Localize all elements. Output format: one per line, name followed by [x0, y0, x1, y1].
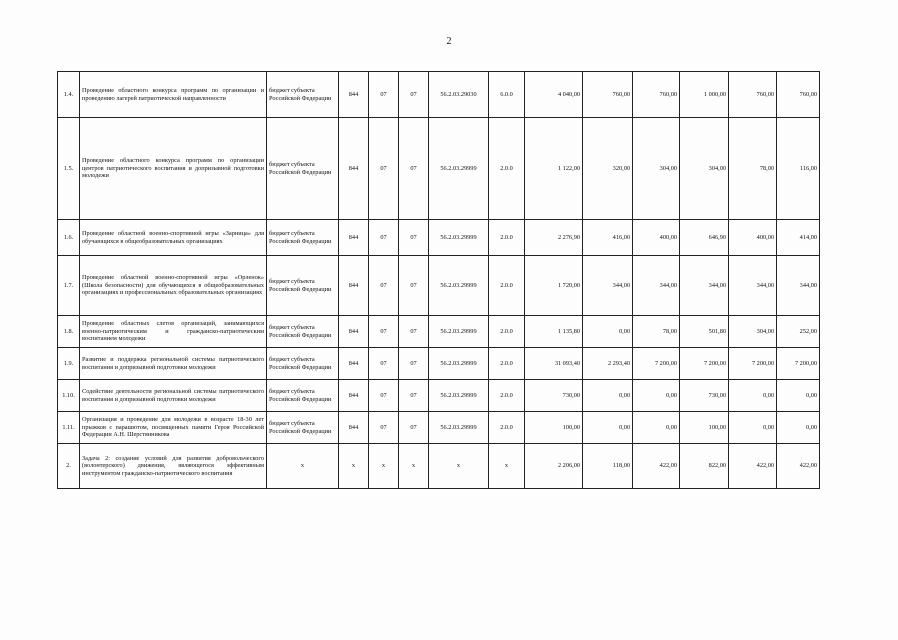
- amount-value: 304,00: [633, 118, 680, 220]
- budget-code: 56.2.03.29999: [429, 412, 489, 444]
- row-number: 1.11.: [58, 412, 80, 444]
- amount-value: 1 135,80: [525, 316, 583, 348]
- budget-code: 56.2.03.29999: [429, 256, 489, 316]
- row-number: 1.10.: [58, 380, 80, 412]
- amount-value: 7 200,00: [680, 348, 729, 380]
- measure-name: Содействие деятельности региональной системы патриотического воспитания и допризывной подготовки молодежи: [80, 380, 267, 412]
- amount-value: 730,00: [525, 380, 583, 412]
- amount-value: 0,00: [633, 412, 680, 444]
- budget-code: 844: [339, 220, 369, 256]
- amount-value: 2 276,90: [525, 220, 583, 256]
- row-number: 1.8.: [58, 316, 80, 348]
- budget-code: х: [399, 444, 429, 489]
- budget-code: 07: [399, 256, 429, 316]
- row-number: 1.9.: [58, 348, 80, 380]
- amount-value: 0,00: [583, 380, 633, 412]
- budget-code: 56.2.03.29999: [429, 348, 489, 380]
- amount-value: 344,00: [729, 256, 777, 316]
- measure-name: Организация и проведение для молодежи в возрасте 18-30 лет прыжков с парашютом, посвященных памяти Героя Российской Федерации А.Н. Шерстянникова: [80, 412, 267, 444]
- amount-value: 760,00: [777, 72, 820, 118]
- amount-value: 501,80: [680, 316, 729, 348]
- amount-value: 822,00: [680, 444, 729, 489]
- budget-code: 2.0.0: [489, 380, 525, 412]
- amount-value: 1 122,00: [525, 118, 583, 220]
- amount-value: 730,00: [680, 380, 729, 412]
- budget-code: 844: [339, 72, 369, 118]
- amount-value: 118,00: [583, 444, 633, 489]
- amount-value: 1 720,00: [525, 256, 583, 316]
- table-row: [58, 72, 820, 118]
- funding-source: бюджет субъекта Российской Федерации: [267, 380, 339, 412]
- amount-value: 1 000,00: [680, 72, 729, 118]
- funding-source: бюджет субъекта Российской Федерации: [267, 220, 339, 256]
- measure-name: Проведение областного конкурса программ по организации и проведению лагерей патриотической направленности: [80, 72, 267, 118]
- amount-value: 304,00: [729, 316, 777, 348]
- amount-value: 31 093,40: [525, 348, 583, 380]
- amount-value: 760,00: [633, 72, 680, 118]
- funding-source: бюджет субъекта Российской Федерации: [267, 348, 339, 380]
- amount-value: 100,00: [525, 412, 583, 444]
- budget-code: 07: [399, 316, 429, 348]
- table-row: [58, 220, 820, 256]
- amount-value: 4 040,00: [525, 72, 583, 118]
- page-number: 2: [446, 36, 452, 47]
- budget-code: 07: [369, 380, 399, 412]
- budget-code: 2.0.0: [489, 316, 525, 348]
- table-row: [58, 118, 820, 220]
- budget-code: 844: [339, 412, 369, 444]
- amount-value: 2 293,40: [583, 348, 633, 380]
- row-number: 2.: [58, 444, 80, 489]
- funding-source: бюджет субъекта Российской Федерации: [267, 316, 339, 348]
- funding-source: бюджет субъекта Российской Федерации: [267, 72, 339, 118]
- amount-value: 320,00: [583, 118, 633, 220]
- budget-code: 07: [399, 348, 429, 380]
- amount-value: 252,00: [777, 316, 820, 348]
- budget-code: 07: [369, 220, 399, 256]
- budget-code: 07: [399, 118, 429, 220]
- budget-code: 07: [369, 348, 399, 380]
- budget-code: 2.0.0: [489, 118, 525, 220]
- budget-code: 07: [399, 220, 429, 256]
- measure-name: Проведение областного конкурса программ по организации центров патриотического воспитания и допризывной подготовки молодежи: [80, 118, 267, 220]
- budget-code: 07: [399, 380, 429, 412]
- amount-value: 304,00: [680, 118, 729, 220]
- table-row: [58, 348, 820, 380]
- amount-value: 760,00: [729, 72, 777, 118]
- funding-source: х: [267, 444, 339, 489]
- budget-code: 844: [339, 118, 369, 220]
- row-number: 1.5.: [58, 118, 80, 220]
- budget-code: х: [339, 444, 369, 489]
- funding-source: бюджет субъекта Российской Федерации: [267, 118, 339, 220]
- amount-value: 416,00: [583, 220, 633, 256]
- table-row: [58, 412, 820, 444]
- amount-value: 7 200,00: [777, 348, 820, 380]
- amount-value: 400,00: [729, 220, 777, 256]
- budget-code: 2.0.0: [489, 256, 525, 316]
- row-number: 1.7.: [58, 256, 80, 316]
- amount-value: 0,00: [633, 380, 680, 412]
- budget-code: 6.0.0: [489, 72, 525, 118]
- amount-value: 78,00: [633, 316, 680, 348]
- budget-code: 07: [399, 72, 429, 118]
- budget-code: 844: [339, 348, 369, 380]
- amount-value: 2 206,00: [525, 444, 583, 489]
- budget-code: 2.0.0: [489, 348, 525, 380]
- amount-value: 422,00: [777, 444, 820, 489]
- amount-value: 344,00: [680, 256, 729, 316]
- budget-code: 844: [339, 380, 369, 412]
- amount-value: 78,00: [729, 118, 777, 220]
- budget-code: 56.2.03.29030: [429, 72, 489, 118]
- table-row: [58, 316, 820, 348]
- budget-code: 56.2.03.29999: [429, 220, 489, 256]
- amount-value: 344,00: [777, 256, 820, 316]
- budget-code: х: [489, 444, 525, 489]
- amount-value: 344,00: [633, 256, 680, 316]
- amount-value: 760,00: [583, 72, 633, 118]
- amount-value: 422,00: [633, 444, 680, 489]
- amount-value: 646,90: [680, 220, 729, 256]
- budget-code: 56.2.03.29999: [429, 380, 489, 412]
- budget-code: х: [369, 444, 399, 489]
- funding-source: бюджет субъекта Российской Федерации: [267, 256, 339, 316]
- budget-code: 56.2.03.29999: [429, 118, 489, 220]
- measure-name: Проведение областной военно-спортивной игры «Зарница» для обучающихся в общеобразовательных организациях: [80, 220, 267, 256]
- amount-value: 422,00: [729, 444, 777, 489]
- budget-code: 2.0.0: [489, 412, 525, 444]
- amount-value: 7 200,00: [729, 348, 777, 380]
- measure-name: Проведение областной военно-спортивной игры «Орленок» (Школа безопасности) для обучающихся в общеобразовательных организациях и профессиональных образовательных организациях: [80, 256, 267, 316]
- budget-code: 2.0.0: [489, 220, 525, 256]
- row-number: 1.4.: [58, 72, 80, 118]
- row-number: 1.6.: [58, 220, 80, 256]
- table-row: [58, 380, 820, 412]
- budget-code: 07: [369, 412, 399, 444]
- budget-code: 07: [369, 72, 399, 118]
- budget-code: 07: [369, 256, 399, 316]
- amount-value: 344,00: [583, 256, 633, 316]
- amount-value: 0,00: [777, 412, 820, 444]
- budget-code: 07: [369, 118, 399, 220]
- measure-name: Развитие и поддержка региональной системы патриотического воспитания и допризывной подготовки молодежи: [80, 348, 267, 380]
- budget-code: 844: [339, 256, 369, 316]
- table-row: [58, 444, 820, 489]
- amount-value: 0,00: [777, 380, 820, 412]
- budget-code: 07: [369, 316, 399, 348]
- budget-table: [57, 71, 820, 489]
- amount-value: 400,00: [633, 220, 680, 256]
- budget-code: х: [429, 444, 489, 489]
- amount-value: 0,00: [729, 380, 777, 412]
- measure-name: Задача 2: создание условий для развития добровольческого (волонтерского) движения, являющегося эффективным инструментом гражданско-патриотического воспитания: [80, 444, 267, 489]
- amount-value: 0,00: [729, 412, 777, 444]
- budget-code: 844: [339, 316, 369, 348]
- amount-value: 100,00: [680, 412, 729, 444]
- budget-code: 56.2.03.29999: [429, 316, 489, 348]
- funding-source: бюджет субъекта Российской Федерации: [267, 412, 339, 444]
- amount-value: 0,00: [583, 412, 633, 444]
- amount-value: 0,00: [583, 316, 633, 348]
- amount-value: 116,00: [777, 118, 820, 220]
- budget-code: 07: [399, 412, 429, 444]
- measure-name: Проведение областных слетов организаций, занимающихся военно-патриотическим и гражданско-патриотическим воспитанием молодежи: [80, 316, 267, 348]
- amount-value: 7 200,00: [633, 348, 680, 380]
- amount-value: 414,00: [777, 220, 820, 256]
- table-row: [58, 256, 820, 316]
